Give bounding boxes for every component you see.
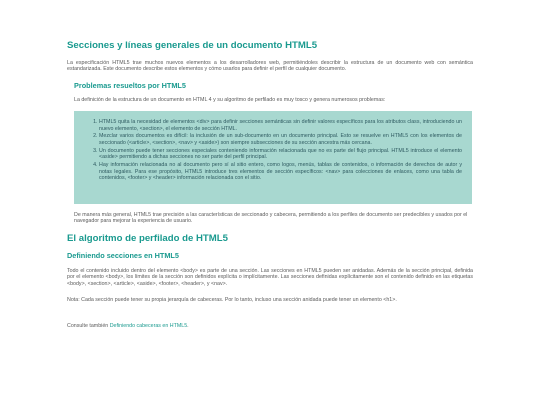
algorithm-heading: El algoritmo de perfilado de HTML5: [67, 233, 228, 244]
problem-item-1: 1. HTML5 quita la necesidad de elementos <div> para definir secciones semánticas sin definir valores específicos para los atributos class, introduciendo un nuevo elemento, <section>, el elemento de sección HTML.: [99, 119, 462, 132]
problems-box: [74, 111, 472, 204]
see-also-paragraph: [67, 323, 473, 329]
headings-link[interactable]: Definiendo cabeceras en HTML5: [109, 323, 188, 329]
sections-paragraph: Todo el contenido incluido dentro del elemento <body> es parte de una sección. Las secciones en HTML5 pueden ser anidadas. Además de la sección principal, definida por el elemento <body>, los límites de la sección son definidos explícita o implícitamente. Las secciones definidas explícitamente son el contenido definido en las etiquetas <body>, <section>, <article>, <aside>, <footer>, <header>, y <nav>.: [67, 268, 473, 287]
problem-item-3: 3. Un documento puede tener secciones especiales conteniendo información relacionada que no es parte del flujo principal. HTML5 introduce el elemento <aside> permitiendo a dichas secciones no ser parte del perfil principal.: [99, 148, 462, 161]
defining-sections-heading: Definiendo secciones en HTML5: [67, 251, 179, 260]
see-also-suffix: .: [187, 323, 189, 329]
problem-item-4: 4. Hay información relacionada no al documento pero sí al sitio entero, como logos, menús, tablas de contenidos, o información de derechos de autor y notas legales. Para ese propósito, HTML5 introduce tres elementos de sección específicos: <nav> para colecciones de enlaces, como una tabla de contenidos, <footer> y <header> información relacionada con el sitio.: [99, 162, 462, 182]
intro-paragraph: La especificación HTML5 trae muchos nuevos elementos a los desarrolladores web, permitiéndoles describir la estructura de un documento web con semántica estandarizada. Este documento describe estos elementos y cómo usarlos para definir el perfil de cualquier documento.: [67, 60, 473, 73]
summary-paragraph: De manera más general, HTML5 trae precisión a las características de seccionado y cabecera, permitiendo a los perfiles de documento ser predecibles y usados por el navegador para mejorar la experiencia de usuario.: [74, 212, 468, 225]
problems-heading: Problemas resueltos por HTML5: [74, 81, 186, 90]
note-paragraph: Nota: Cada sección puede tener su propia jerarquía de cabeceras. Por lo tanto, incluso una sección anidada puede tener un elemento <h1>.: [67, 297, 397, 303]
page-title: Secciones y líneas generales de un documento HTML5: [67, 40, 318, 51]
problems-intro-paragraph: La definición de la estructura de un documento en HTML 4 y su algoritmo de perfilado es muy tosco y genera numerosos problemas:: [74, 97, 386, 103]
problem-item-2: 2. Mezclar varios documentos es difícil: la inclusión de un sub-documento en un documento principal. Esto se resuelve en HTML5 con los elementos de seccionado (<article>, <section>, <nav> y <aside>) son siempre subsecciones de su sección ancestra más cercana.: [99, 133, 462, 146]
problems-list: [82, 119, 462, 182]
see-also-prefix: Consulte también: [67, 323, 110, 329]
